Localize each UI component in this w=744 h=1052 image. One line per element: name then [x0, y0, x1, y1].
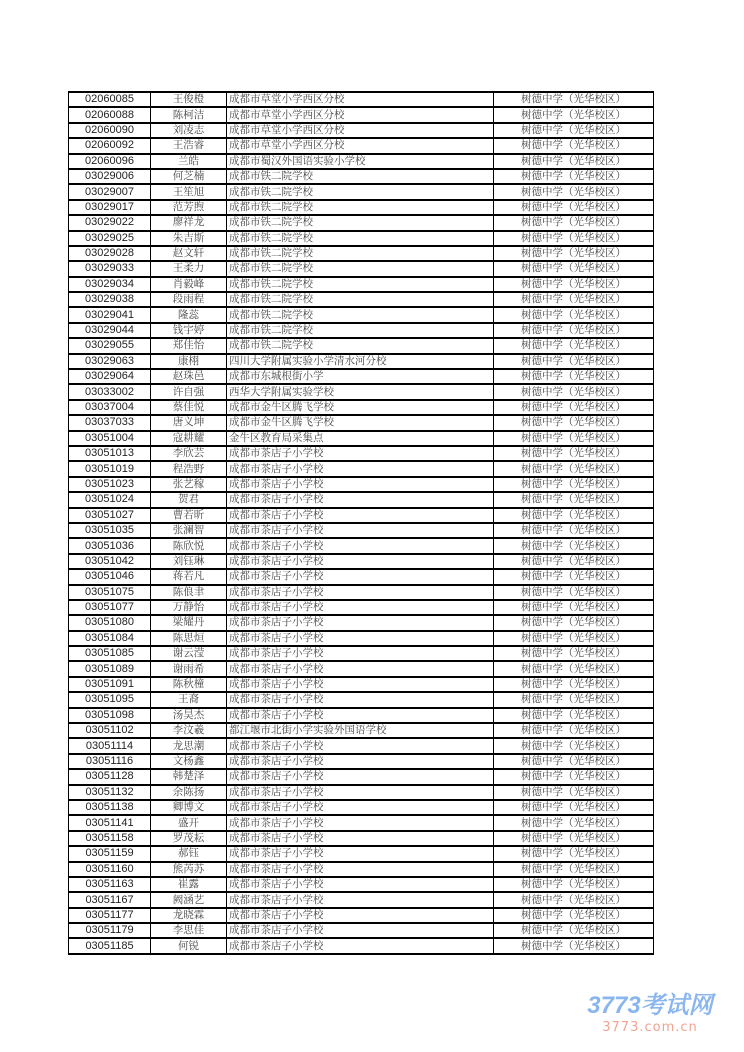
table-row	[69, 708, 654, 723]
student-id-cell: 03051036	[69, 538, 151, 553]
student-name-cell: 陈秋橦	[151, 677, 227, 692]
student-id-cell: 03029044	[69, 323, 151, 338]
student-name-cell: 张艺稼	[151, 477, 227, 492]
student-id-cell: 03029006	[69, 169, 151, 184]
destination-cell: 树德中学（光华校区）	[494, 831, 654, 846]
destination-cell: 树德中学（光华校区）	[494, 692, 654, 707]
student-name-cell: 钱宇婷	[151, 323, 227, 338]
table-row	[69, 461, 654, 476]
table-row	[69, 492, 654, 507]
destination-cell: 树德中学（光华校区）	[494, 585, 654, 600]
destination-cell: 树德中学（光华校区）	[494, 200, 654, 215]
student-name-cell: 陈思烜	[151, 631, 227, 646]
student-name-cell: 谢云滢	[151, 646, 227, 661]
school-cell: 成都市茶店子小学校	[227, 461, 494, 476]
student-id-cell: 03037004	[69, 400, 151, 415]
table-row	[69, 738, 654, 753]
student-name-cell: 汤昊杰	[151, 708, 227, 723]
destination-cell: 树德中学（光华校区）	[494, 338, 654, 353]
student-name-cell: 王俊橙	[151, 92, 227, 107]
destination-cell: 树德中学（光华校区）	[494, 92, 654, 107]
school-cell: 成都市茶店子小学校	[227, 692, 494, 707]
destination-cell: 树德中学（光华校区）	[494, 723, 654, 738]
student-id-cell: 03051160	[69, 862, 151, 877]
destination-cell: 树德中学（光华校区）	[494, 615, 654, 630]
watermark-logo	[570, 985, 730, 1035]
table-row	[69, 831, 654, 846]
student-name-cell: 刘凌志	[151, 123, 227, 138]
school-cell: 成都市铁二院学校	[227, 200, 494, 215]
table-body	[69, 92, 654, 954]
destination-cell: 树德中学（光华校区）	[494, 384, 654, 399]
table-row	[69, 446, 654, 461]
student-id-cell: 03051132	[69, 785, 151, 800]
table-row	[69, 154, 654, 169]
school-cell: 成都市茶店子小学校	[227, 785, 494, 800]
student-name-cell: 蔡佳悦	[151, 400, 227, 415]
watermark-brand: 3773考试网	[587, 992, 713, 1019]
table-row	[69, 307, 654, 322]
table-row	[69, 723, 654, 738]
student-id-cell: 03051091	[69, 677, 151, 692]
table-row	[69, 323, 654, 338]
student-name-cell: 赵珠邑	[151, 369, 227, 384]
student-id-cell: 03029025	[69, 231, 151, 246]
school-cell: 成都市蜀汉外国语实验小学校	[227, 154, 494, 169]
student-name-cell: 朱吉斯	[151, 231, 227, 246]
student-name-cell: 郝钰	[151, 846, 227, 861]
school-cell: 成都市茶店子小学校	[227, 800, 494, 815]
student-id-cell: 02060096	[69, 154, 151, 169]
school-cell: 成都市茶店子小学校	[227, 554, 494, 569]
destination-cell: 树德中学（光华校区）	[494, 461, 654, 476]
table-row	[69, 692, 654, 707]
destination-cell: 树德中学（光华校区）	[494, 446, 654, 461]
student-id-cell: 03051179	[69, 923, 151, 938]
table-row	[69, 938, 654, 953]
table-row	[69, 123, 654, 138]
table-row	[69, 754, 654, 769]
student-name-cell: 寇耕耀	[151, 431, 227, 446]
school-cell: 西华大学附属实验学校	[227, 384, 494, 399]
student-name-cell: 王浩睿	[151, 138, 227, 153]
student-id-cell: 03051163	[69, 877, 151, 892]
student-name-cell: 程浩野	[151, 461, 227, 476]
student-name-cell: 何锐	[151, 938, 227, 953]
table-row	[69, 923, 654, 938]
student-name-cell: 梁耀丹	[151, 615, 227, 630]
destination-cell: 树德中学（光华校区）	[494, 538, 654, 553]
student-name-cell: 李欣芸	[151, 446, 227, 461]
destination-cell: 树德中学（光华校区）	[494, 261, 654, 276]
table-row	[69, 569, 654, 584]
table-row	[69, 785, 654, 800]
school-cell: 成都市铁二院学校	[227, 231, 494, 246]
destination-cell: 树德中学（光华校区）	[494, 738, 654, 753]
student-id-cell: 03029033	[69, 261, 151, 276]
student-id-cell: 03029064	[69, 369, 151, 384]
destination-cell: 树德中学（光华校区）	[494, 523, 654, 538]
student-name-cell: 廖祥龙	[151, 215, 227, 230]
destination-cell: 树德中学（光华校区）	[494, 769, 654, 784]
student-id-cell: 03051046	[69, 569, 151, 584]
watermark-url: 3773.com.cn	[602, 1020, 698, 1035]
school-cell: 成都市茶店子小学校	[227, 908, 494, 923]
student-id-cell: 03051023	[69, 477, 151, 492]
school-cell: 成都市茶店子小学校	[227, 831, 494, 846]
destination-cell: 树德中学（光华校区）	[494, 431, 654, 446]
school-cell: 成都市茶店子小学校	[227, 569, 494, 584]
table-row	[69, 815, 654, 830]
destination-cell: 树德中学（光华校区）	[494, 877, 654, 892]
table-row	[69, 631, 654, 646]
student-id-cell: 03037033	[69, 415, 151, 430]
table-row	[69, 477, 654, 492]
table-row	[69, 169, 654, 184]
destination-cell: 树德中学（光华校区）	[494, 492, 654, 507]
student-id-cell: 03051158	[69, 831, 151, 846]
destination-cell: 树德中学（光华校区）	[494, 785, 654, 800]
student-id-cell: 03051102	[69, 723, 151, 738]
school-cell: 成都市铁二院学校	[227, 184, 494, 199]
destination-cell: 树德中学（光华校区）	[494, 754, 654, 769]
table-row	[69, 600, 654, 615]
student-id-cell: 03051084	[69, 631, 151, 646]
school-cell: 成都市茶店子小学校	[227, 492, 494, 507]
student-id-cell: 03051077	[69, 600, 151, 615]
table-row	[69, 677, 654, 692]
school-cell: 成都市茶店子小学校	[227, 769, 494, 784]
table-row	[69, 338, 654, 353]
table-row	[69, 107, 654, 122]
school-cell: 成都市茶店子小学校	[227, 754, 494, 769]
table-row	[69, 800, 654, 815]
table-row	[69, 400, 654, 415]
school-cell: 成都市茶店子小学校	[227, 446, 494, 461]
destination-cell: 树德中学（光华校区）	[494, 708, 654, 723]
table-row	[69, 415, 654, 430]
school-cell: 成都市东城根街小学	[227, 369, 494, 384]
table-row	[69, 769, 654, 784]
student-id-cell: 03051098	[69, 708, 151, 723]
school-cell: 成都市茶店子小学校	[227, 600, 494, 615]
school-cell: 成都市茶店子小学校	[227, 738, 494, 753]
student-id-cell: 03051138	[69, 800, 151, 815]
school-cell: 成都市草堂小学西区分校	[227, 123, 494, 138]
student-id-cell: 03051024	[69, 492, 151, 507]
student-name-cell: 阙涵艺	[151, 892, 227, 907]
destination-cell: 树德中学（光华校区）	[494, 554, 654, 569]
destination-cell: 树德中学（光华校区）	[494, 231, 654, 246]
table-row	[69, 92, 654, 107]
student-id-cell: 03051013	[69, 446, 151, 461]
school-cell: 成都市茶店子小学校	[227, 677, 494, 692]
destination-cell: 树德中学（光华校区）	[494, 138, 654, 153]
school-cell: 成都市草堂小学西区分校	[227, 92, 494, 107]
student-name-cell: 唐义坤	[151, 415, 227, 430]
student-name-cell: 余陈扬	[151, 785, 227, 800]
student-id-cell: 03051167	[69, 892, 151, 907]
student-name-cell: 文杨鑫	[151, 754, 227, 769]
table-row	[69, 200, 654, 215]
student-name-cell: 韩楚泽	[151, 769, 227, 784]
admission-list-table	[68, 91, 654, 955]
student-id-cell: 03051141	[69, 815, 151, 830]
school-cell: 成都市铁二院学校	[227, 292, 494, 307]
destination-cell: 树德中学（光华校区）	[494, 292, 654, 307]
student-name-cell: 刘钰琳	[151, 554, 227, 569]
destination-cell: 树德中学（光华校区）	[494, 646, 654, 661]
school-cell: 成都市茶店子小学校	[227, 477, 494, 492]
table-row	[69, 615, 654, 630]
school-cell: 成都市金牛区腾飞学校	[227, 400, 494, 415]
student-id-cell: 02060085	[69, 92, 151, 107]
table-row	[69, 554, 654, 569]
destination-cell: 树德中学（光华校区）	[494, 938, 654, 953]
student-id-cell: 02060090	[69, 123, 151, 138]
student-id-cell: 03051019	[69, 461, 151, 476]
destination-cell: 树德中学（光华校区）	[494, 477, 654, 492]
student-id-cell: 03051116	[69, 754, 151, 769]
school-cell: 成都市茶店子小学校	[227, 923, 494, 938]
student-id-cell: 03029007	[69, 184, 151, 199]
destination-cell: 树德中学（光华校区）	[494, 862, 654, 877]
student-id-cell: 03051185	[69, 938, 151, 953]
destination-cell: 树德中学（光华校区）	[494, 323, 654, 338]
student-id-cell: 03051114	[69, 738, 151, 753]
student-name-cell: 龙晓霖	[151, 908, 227, 923]
destination-cell: 树德中学（光华校区）	[494, 369, 654, 384]
student-name-cell: 龙思潮	[151, 738, 227, 753]
table-row	[69, 138, 654, 153]
student-id-cell: 03029038	[69, 292, 151, 307]
table-row	[69, 231, 654, 246]
student-id-cell: 03051177	[69, 908, 151, 923]
destination-cell: 树德中学（光华校区）	[494, 892, 654, 907]
table-row	[69, 261, 654, 276]
student-name-cell: 王裔	[151, 692, 227, 707]
school-cell: 成都市茶店子小学校	[227, 585, 494, 600]
student-id-cell: 03051075	[69, 585, 151, 600]
table-row	[69, 585, 654, 600]
student-id-cell: 03051004	[69, 431, 151, 446]
destination-cell: 树德中学（光华校区）	[494, 415, 654, 430]
student-id-cell: 03029017	[69, 200, 151, 215]
destination-cell: 树德中学（光华校区）	[494, 631, 654, 646]
school-cell: 成都市茶店子小学校	[227, 892, 494, 907]
school-cell: 金牛区教育局采集点	[227, 431, 494, 446]
table-row	[69, 538, 654, 553]
school-cell: 成都市茶店子小学校	[227, 708, 494, 723]
destination-cell: 树德中学（光华校区）	[494, 215, 654, 230]
student-name-cell: 隆蕊	[151, 307, 227, 322]
destination-cell: 树德中学（光华校区）	[494, 354, 654, 369]
student-name-cell: 卿博文	[151, 800, 227, 815]
school-cell: 成都市铁二院学校	[227, 277, 494, 292]
table-row	[69, 215, 654, 230]
student-name-cell: 盛开	[151, 815, 227, 830]
table-row	[69, 384, 654, 399]
destination-cell: 树德中学（光华校区）	[494, 107, 654, 122]
school-cell: 成都市铁二院学校	[227, 169, 494, 184]
student-name-cell: 罗茂耘	[151, 831, 227, 846]
student-name-cell: 李汶羲	[151, 723, 227, 738]
destination-cell: 树德中学（光华校区）	[494, 246, 654, 261]
student-name-cell: 肖毅峰	[151, 277, 227, 292]
school-cell: 成都市铁二院学校	[227, 338, 494, 353]
student-id-cell: 03029022	[69, 215, 151, 230]
school-cell: 成都市铁二院学校	[227, 323, 494, 338]
school-cell: 成都市金牛区腾飞学校	[227, 415, 494, 430]
school-cell: 成都市茶店子小学校	[227, 523, 494, 538]
destination-cell: 树德中学（光华校区）	[494, 184, 654, 199]
school-cell: 成都市茶店子小学校	[227, 877, 494, 892]
table-row	[69, 354, 654, 369]
school-cell: 成都市茶店子小学校	[227, 615, 494, 630]
student-name-cell: 何芝楠	[151, 169, 227, 184]
student-id-cell: 03051159	[69, 846, 151, 861]
student-id-cell: 03051089	[69, 661, 151, 676]
student-name-cell: 陈欣悦	[151, 538, 227, 553]
table-row	[69, 862, 654, 877]
student-name-cell: 陈俍聿	[151, 585, 227, 600]
student-id-cell: 03029055	[69, 338, 151, 353]
school-cell: 四川大学附属实验小学清水河分校	[227, 354, 494, 369]
destination-cell: 树德中学（光华校区）	[494, 908, 654, 923]
destination-cell: 树德中学（光华校区）	[494, 508, 654, 523]
table-row	[69, 508, 654, 523]
student-name-cell: 张澜智	[151, 523, 227, 538]
table-row	[69, 846, 654, 861]
student-id-cell: 03051095	[69, 692, 151, 707]
student-name-cell: 段雨程	[151, 292, 227, 307]
destination-cell: 树德中学（光华校区）	[494, 677, 654, 692]
table-row	[69, 523, 654, 538]
student-name-cell: 陈柯洁	[151, 107, 227, 122]
student-id-cell: 02060092	[69, 138, 151, 153]
table-row	[69, 908, 654, 923]
table-row	[69, 277, 654, 292]
school-cell: 成都市铁二院学校	[227, 215, 494, 230]
student-name-cell: 熊芮苏	[151, 862, 227, 877]
student-name-cell: 蒋若凡	[151, 569, 227, 584]
student-id-cell: 02060088	[69, 107, 151, 122]
school-cell: 成都市铁二院学校	[227, 307, 494, 322]
destination-cell: 树德中学（光华校区）	[494, 661, 654, 676]
school-cell: 成都市茶店子小学校	[227, 508, 494, 523]
student-id-cell: 03051035	[69, 523, 151, 538]
student-id-cell: 03051085	[69, 646, 151, 661]
student-id-cell: 03051128	[69, 769, 151, 784]
destination-cell: 树德中学（光华校区）	[494, 307, 654, 322]
school-cell: 成都市茶店子小学校	[227, 538, 494, 553]
school-cell: 成都市草堂小学西区分校	[227, 138, 494, 153]
student-id-cell: 03029028	[69, 246, 151, 261]
student-name-cell: 王笙旭	[151, 184, 227, 199]
student-id-cell: 03033002	[69, 384, 151, 399]
student-name-cell: 赵文轩	[151, 246, 227, 261]
school-cell: 成都市茶店子小学校	[227, 846, 494, 861]
student-name-cell: 郑佳怡	[151, 338, 227, 353]
school-cell: 成都市茶店子小学校	[227, 661, 494, 676]
student-name-cell: 兰皓	[151, 154, 227, 169]
table-row	[69, 877, 654, 892]
destination-cell: 树德中学（光华校区）	[494, 400, 654, 415]
student-name-cell: 贺君	[151, 492, 227, 507]
student-name-cell: 万静怡	[151, 600, 227, 615]
table-row	[69, 184, 654, 199]
student-name-cell: 王柔力	[151, 261, 227, 276]
destination-cell: 树德中学（光华校区）	[494, 800, 654, 815]
school-cell: 成都市茶店子小学校	[227, 815, 494, 830]
student-id-cell: 03029063	[69, 354, 151, 369]
table-row	[69, 431, 654, 446]
student-name-cell: 曹若昕	[151, 508, 227, 523]
table-row	[69, 646, 654, 661]
student-name-cell: 范芳煦	[151, 200, 227, 215]
student-name-cell: 李思佳	[151, 923, 227, 938]
destination-cell: 树德中学（光华校区）	[494, 569, 654, 584]
school-cell: 成都市茶店子小学校	[227, 938, 494, 953]
destination-cell: 树德中学（光华校区）	[494, 923, 654, 938]
destination-cell: 树德中学（光华校区）	[494, 277, 654, 292]
table-row	[69, 892, 654, 907]
student-name-cell: 康栩	[151, 354, 227, 369]
destination-cell: 树德中学（光华校区）	[494, 169, 654, 184]
student-name-cell: 崔露	[151, 877, 227, 892]
table-row	[69, 292, 654, 307]
destination-cell: 树德中学（光华校区）	[494, 600, 654, 615]
destination-cell: 树德中学（光华校区）	[494, 846, 654, 861]
school-cell: 成都市铁二院学校	[227, 246, 494, 261]
student-name-cell: 许自强	[151, 384, 227, 399]
student-id-cell: 03051042	[69, 554, 151, 569]
student-id-cell: 03029041	[69, 307, 151, 322]
table-row	[69, 369, 654, 384]
student-name-cell: 谢雨希	[151, 661, 227, 676]
school-cell: 成都市茶店子小学校	[227, 631, 494, 646]
school-cell: 都江堰市北街小学实验外国语学校	[227, 723, 494, 738]
student-id-cell: 03029034	[69, 277, 151, 292]
destination-cell: 树德中学（光华校区）	[494, 815, 654, 830]
school-cell: 成都市茶店子小学校	[227, 646, 494, 661]
school-cell: 成都市草堂小学西区分校	[227, 107, 494, 122]
destination-cell: 树德中学（光华校区）	[494, 154, 654, 169]
destination-cell: 树德中学（光华校区）	[494, 123, 654, 138]
student-id-cell: 03051027	[69, 508, 151, 523]
table-row	[69, 246, 654, 261]
school-cell: 成都市铁二院学校	[227, 261, 494, 276]
student-id-cell: 03051080	[69, 615, 151, 630]
table-row	[69, 661, 654, 676]
school-cell: 成都市茶店子小学校	[227, 862, 494, 877]
